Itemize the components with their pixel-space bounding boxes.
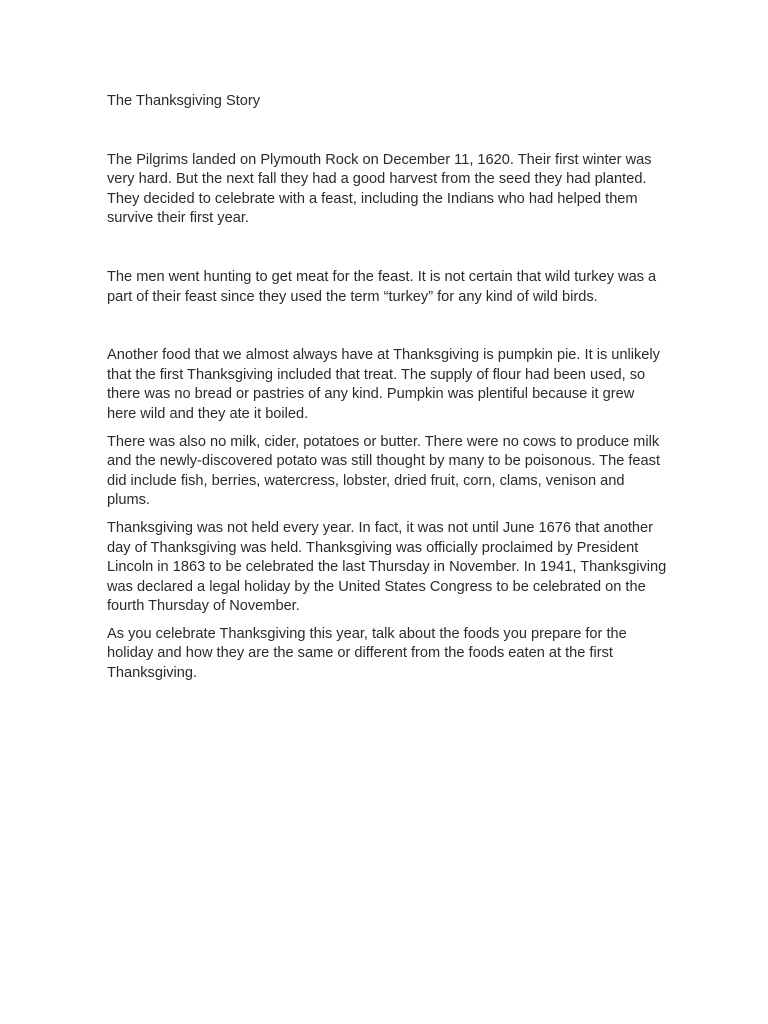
paragraph-pumpkin-pie: Another food that we almost always have at Thanksgiving is pumpkin pie. It is unlikely that the first Thanksgiving included that treat. The supply of flour had been used, so there was no bread or pastries of any kind. Pumpkin was plentiful because it grew here wild and they ate it boiled. [107, 347, 660, 422]
paragraph-hunting: The men went hunting to get meat for the feast. It is not certain that wild turkey was a part of their feast since they used the term “turkey” for any kind of wild birds. [107, 268, 657, 305]
paragraph-celebrate: As you celebrate Thanksgiving this year, talk about the foods you prepare for the holiday and how they are the same or different from the foods eaten at the first Thanksgiving. [107, 625, 627, 682]
paragraph-pilgrims-landing: The Pilgrims landed on Plymouth Rock on December 11, 1620. Their first winter was very hard. But the next fall they had a good harvest from the seed they had planted. They decided to celebrate with a feast, including the Indians who had helped them survive their first year. [107, 151, 652, 227]
paragraph-history: Thanksgiving was not held every year. In fact, it was not until June 1676 that another day of Thanksgiving was held. Thanksgiving was officially proclaimed by President Lincoln in 1863 to be celebrated the last Thursday in November. In 1941, Thanksgiving was declared a legal holiday by the United States Congress to be celebrated on the fourth Thursday of November. [107, 519, 667, 615]
paragraph-feast-foods: There was also no milk, cider, potatoes or butter. There were no cows to produce milk and the newly-discovered potato was still thought by many to be poisonous. The feast did include fish, berries, watercress, lobster, dried fruit, corn, clams, venison and plums. [107, 433, 661, 509]
document-body [107, 92, 667, 684]
document-title: The Thanksgiving Story [107, 93, 261, 109]
